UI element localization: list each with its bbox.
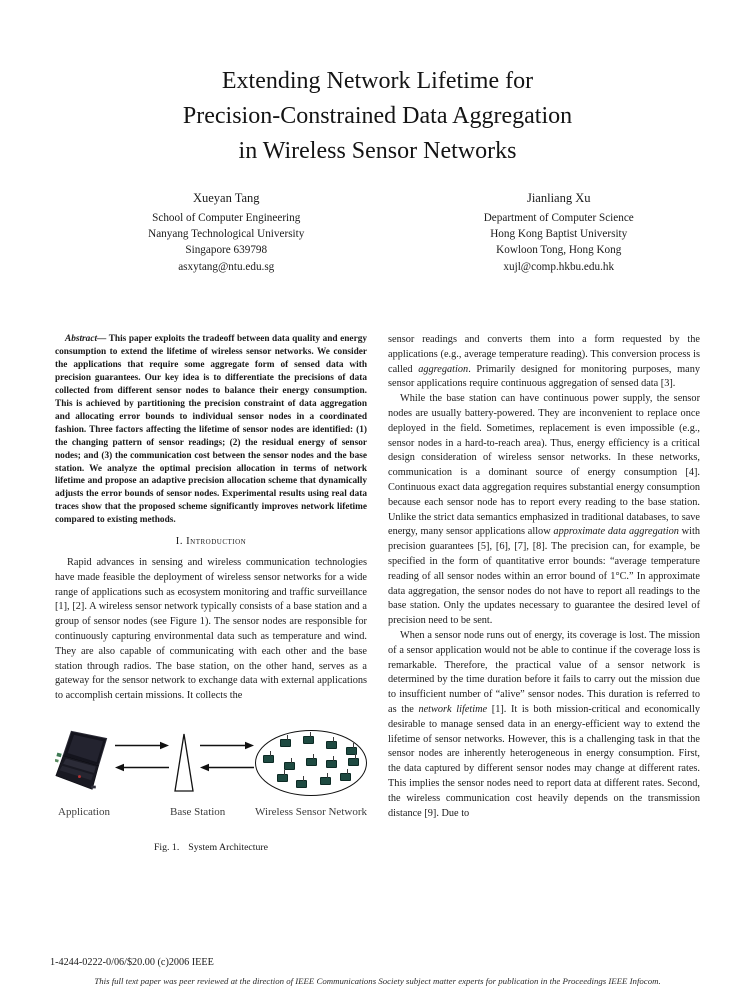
- author-affiliation-line: Kowloon Tong, Hong Kong: [496, 244, 622, 257]
- abstract-label: Abstract—: [65, 334, 107, 344]
- sensor-node-icon: [277, 774, 288, 782]
- arrow-left-icon: [200, 763, 254, 772]
- sensor-node-icon: [326, 760, 337, 768]
- copyright-notice: 1-4244-0222-0/06/$20.00 (c)2006 IEEE: [50, 957, 214, 968]
- body-paragraph: [388, 392, 700, 629]
- abstract-text: This paper exploits the tradeoff between data quality and energy consumption to extend the lifetime of wireless sensor networks. We consider the applications that require some aggregate form of sensed data with precision guarantees. Our key idea is to differentiate the precisions of data collected from different sensor nodes to balance their energy consumption. This is achieved by partitioning the precision constraint of data aggregation and allocating error bounds to individual sensor nodes in a coordinated fashion. Three factors affecting the lifetime of sensor nodes are identified: (1) the changing pattern of sensor readings; (2) the residual energy of sensor nodes; and (3) the communication cost between the sensor nodes and the base station. We analyze the optimal precision allocation in terms of network lifetime and propose an adaptive precision allocation scheme that dynamically adjusts the error bounds of sensor nodes. Experimental results using real data traces show that the proposed scheme significantly improves network lifetime compared to existing methods.: [55, 334, 367, 526]
- arrow-left-icon: [115, 763, 169, 772]
- body-text: sensor readings and converts them into a form requested by the applications (e.g., average temperature reading). This conversion process is called: [388, 334, 700, 375]
- emphasized-term: network lifetime: [418, 703, 488, 715]
- sensor-node-icon: [326, 741, 337, 749]
- wireless-sensor-network-ellipse: [255, 730, 367, 796]
- author-name: Xueyan Tang: [192, 191, 260, 205]
- author-affiliation-line: Nanyang Technological University: [148, 228, 305, 241]
- label-wireless-sensor-network: Wireless Sensor Network: [255, 806, 367, 819]
- author-email: xujl@comp.hkbu.edu.hk: [503, 260, 615, 273]
- body-text: with precision guarantees [5], [6], [7], [8]. The precision can, for example, be specified in the form of quantitative error bounds: “average temperature reading of all sensor nodes within an error bound of 1°C.” In approximate data aggregation, the sensor nodes do not have to report all readings to the base station. Only the updates necessary to guarantee the desired level of precision need to be sent.: [388, 526, 700, 627]
- paper-title-line: Extending Network Lifetime for: [221, 68, 534, 94]
- paper-title-line: Precision-Constrained Data Aggregation: [182, 103, 573, 129]
- author-email: asxytang@ntu.edu.sg: [178, 260, 275, 273]
- peer-review-note: This full text paper was peer reviewed at the direction of IEEE Communications Society subject matter experts for publication in the Proceedings IEEE Infocom.: [94, 976, 661, 986]
- emphasized-term: aggregation: [418, 363, 469, 375]
- sensor-node-icon: [303, 736, 314, 744]
- author-affiliation-line: Hong Kong Baptist University: [490, 228, 628, 241]
- sensor-node-icon: [320, 777, 331, 785]
- sensor-node-icon: [296, 780, 307, 788]
- author-affiliation-line: Singapore 639798: [185, 244, 268, 257]
- body-text: . Primarily designed for monitoring purposes, many sensor applications require continuous aggregation of sensed data [3].: [388, 363, 701, 390]
- abstract-paragraph: [55, 333, 367, 527]
- author-affiliation-line: Department of Computer Science: [483, 212, 634, 224]
- sensor-node-icon: [306, 758, 317, 766]
- application-laptop: [55, 728, 113, 798]
- figure-caption-text: System Architecture: [188, 841, 269, 853]
- figure-1-caption: [55, 841, 367, 856]
- sensor-node-icon: [280, 739, 291, 747]
- intro-paragraph-1: Rapid advances in sensing and wireless communication technologies have made feasible the deployment of wireless sensor networks for a wide range of applications such as ecosystem monitoring and traffic surveillance [1], [2]. A wireless sensor network typically consists of a base station and a group of sensor nodes (see Figure 1). The sensor nodes are responsible for continuously capturing environmental data such as temperature and wind. They are also capable of communicating with each other and the base station through radios. The base station, on the other hand, serves as a gateway for the sensor network to exchange data with external applications to accomplish certain missions. It collects the: [55, 557, 367, 702]
- author-affiliation-line: School of Computer Engineering: [152, 212, 301, 224]
- sensor-node-icon: [348, 758, 359, 766]
- base-station-tower: [170, 732, 198, 794]
- arrow-right-icon: [200, 741, 254, 750]
- label-base-station: Base Station: [170, 806, 226, 819]
- left-column: [55, 333, 367, 856]
- figure-1: [55, 728, 367, 856]
- sensor-node-icon: [284, 762, 295, 770]
- figure-caption-tag: Fig. 1.: [153, 841, 180, 853]
- label-application: Application: [58, 806, 110, 819]
- base-station-tower-icon: [170, 732, 198, 794]
- body-text: [1]. It is both mission-critical and economically desirable to manage sensed data in an energy-efficient way to extend the lifetime of sensor networks. However, this is a challenging task in that the sensor nodes are inherently heterogeneous in energy consumption. First, the data captured by different sensor nodes may change at different rates. This implies the sensor nodes need to report data at different rates. Second, the wireless communication cost heavily depends on the transmission distance [9]. Due to: [388, 703, 700, 819]
- paper-title-line: in Wireless Sensor Networks: [238, 138, 517, 164]
- authors-block: [60, 190, 725, 275]
- body-paragraph: [388, 629, 700, 821]
- right-column: [388, 333, 700, 856]
- emphasized-term: approximate data aggregation: [553, 526, 679, 538]
- sensor-node-icon: [263, 755, 274, 763]
- author-1: [60, 190, 393, 275]
- laptop-icon: [55, 728, 113, 798]
- arrows-application-basestation: [115, 741, 169, 772]
- sensor-node-icon: [340, 773, 351, 781]
- body-columns: [55, 333, 700, 856]
- section-heading-introduction: I. Introduction: [175, 536, 247, 548]
- arrow-right-icon: [115, 741, 169, 750]
- body-text: While the base station can have continuous power supply, the sensor nodes are usually battery-powered. They are inconvenient to replace once deployed in the field. Sometimes, replacement is even impossible (e.g., sensor nodes in a hard-to-reach area). Thus, energy efficiency is a critical design consideration of wireless sensor networks. In these networks, communication is a dominant source of energy consumption [4]. Continuous exact data aggregation requires substantial energy consumption because each sensor node has to report every reading to the base station. Unlike the strict data semantics emphasized in traditional databases, to save energy, many sensor applications allow: [388, 393, 700, 538]
- figure-1-diagram: [55, 728, 367, 798]
- author-name: Jianliang Xu: [526, 191, 591, 205]
- paper-title: [0, 0, 755, 169]
- body-paragraph: [388, 333, 700, 392]
- figure-1-labels: [55, 805, 367, 820]
- arrows-basestation-network: [200, 741, 254, 772]
- body-text: When a sensor node runs out of energy, its coverage is lost. The mission of a sensor application would not be able to continue if the coverage loss is remarkable. Therefore, the practical value of a sensor network is determined by the time duration before it fails to carry out the mission due to insufficient number of “alive” sensor nodes. This duration is referred to as the: [388, 629, 700, 715]
- author-2: [393, 190, 726, 275]
